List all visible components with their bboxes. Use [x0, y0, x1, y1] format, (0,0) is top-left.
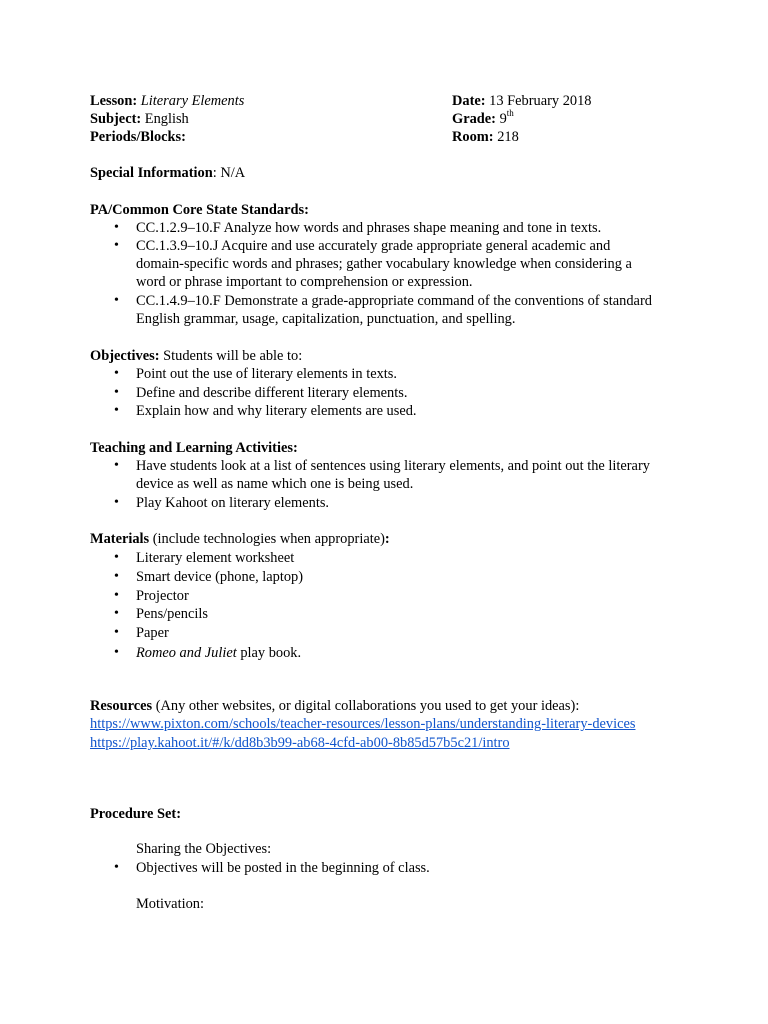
sharing-item: Objectives will be posted in the beginning of class.	[136, 860, 430, 876]
standard-item-3-line-2: English grammar, usage, capitalization, punctuation, and spelling.	[136, 311, 516, 327]
date-value: 13 February 2018	[489, 93, 592, 109]
bullet-glyph: •	[114, 293, 119, 308]
objectives-row	[90, 347, 302, 365]
sharing-objectives-label: Sharing the Objectives:	[136, 841, 272, 857]
material-item: Smart device (phone, laptop)	[136, 569, 304, 585]
bullet-glyph: •	[114, 550, 119, 565]
periods-label: Periods/Blocks:	[90, 129, 186, 145]
bullet-glyph: •	[114, 458, 119, 473]
procedure-heading: Procedure Set:	[90, 806, 181, 822]
materials-note: (include technologies when appropriate)	[149, 531, 385, 547]
room-value: 218	[497, 129, 519, 145]
bullet-glyph: •	[114, 569, 119, 584]
lesson-label: Lesson:	[90, 93, 138, 109]
book-rest: play book.	[236, 645, 302, 661]
resources-label: Resources	[90, 698, 153, 714]
subject-label: Subject:	[90, 111, 142, 127]
standard-item-2-line-2: domain-specific words and phrases; gather vocabulary knowledge when considering a	[136, 256, 632, 272]
materials-row	[90, 530, 390, 548]
subject-row	[90, 110, 189, 128]
bullet-glyph: •	[114, 860, 119, 875]
bullet-glyph: •	[114, 238, 119, 253]
bullet-glyph: •	[114, 606, 119, 621]
activity-item-1-line-1: Have students look at a list of sentences using literary elements, and point out the literary	[136, 458, 650, 474]
bullet-glyph: •	[114, 588, 119, 603]
subject-value: English	[144, 111, 189, 127]
grade-suffix: th	[506, 108, 514, 119]
lesson-row	[90, 92, 244, 110]
material-item: Pens/pencils	[136, 606, 208, 622]
resources-note: (Any other websites, or digital collaborations you used to get your ideas):	[152, 698, 580, 714]
date-label: Date:	[452, 93, 486, 109]
bullet-glyph: •	[114, 366, 119, 381]
objective-item: Explain how and why literary elements are used.	[136, 403, 417, 419]
book-title: Romeo and Juliet	[136, 645, 237, 661]
grade-value: 9	[499, 111, 507, 127]
material-item: Projector	[136, 588, 189, 604]
motivation-label: Motivation:	[136, 896, 204, 912]
resources-row	[90, 697, 579, 715]
material-item-book	[136, 644, 301, 662]
grade-row	[452, 110, 514, 128]
objectives-intro: Students will be able to:	[159, 348, 303, 364]
grade-label: Grade:	[452, 111, 496, 127]
special-info-value: : N/A	[212, 165, 246, 181]
room-label: Room:	[452, 129, 494, 145]
resource-link-pixton[interactable]: https://www.pixton.com/schools/teacher-resources/lesson-plans/understanding-literary-devices	[90, 716, 636, 732]
standards-heading: PA/Common Core State Standards:	[90, 202, 309, 218]
lesson-value: Literary Elements	[140, 93, 245, 109]
standard-item-2-line-3: word or phrase important to comprehension or expression.	[136, 274, 473, 290]
resource-link-kahoot[interactable]: https://play.kahoot.it/#/k/dd8b3b99-ab68-4cfd-ab00-8b85d57b5c21/intro	[90, 735, 510, 751]
standard-item-1-line-1: CC.1.2.9–10.F Analyze how words and phrases shape meaning and tone in texts.	[136, 220, 602, 236]
bullet-glyph: •	[114, 625, 119, 640]
material-item: Literary element worksheet	[136, 550, 295, 566]
bullet-glyph: •	[114, 220, 119, 235]
bullet-glyph: •	[114, 645, 119, 660]
bullet-glyph: •	[114, 403, 119, 418]
special-info-label: Special Information	[90, 165, 213, 181]
activities-heading: Teaching and Learning Activities:	[90, 440, 298, 456]
bullet-glyph: •	[114, 495, 119, 510]
materials-label: Materials	[90, 531, 150, 547]
materials-colon: :	[384, 531, 390, 547]
standard-item-2-line-1: CC.1.3.9–10.J Acquire and use accurately grade appropriate general academic and	[136, 238, 611, 254]
material-item: Paper	[136, 625, 169, 641]
objective-item: Define and describe different literary elements.	[136, 385, 408, 401]
room-row	[452, 128, 519, 146]
activity-item-2: Play Kahoot on literary elements.	[136, 495, 330, 511]
special-info-row	[90, 164, 245, 182]
periods-row	[90, 128, 186, 146]
standard-item-3-line-1: CC.1.4.9–10.F Demonstrate a grade-appropriate command of the conventions of standard	[136, 293, 652, 309]
date-row	[452, 92, 592, 110]
activity-item-1-line-2: device as well as name which one is being used.	[136, 476, 414, 492]
objectives-label: Objectives:	[90, 348, 160, 364]
bullet-glyph: •	[114, 385, 119, 400]
objective-item: Point out the use of literary elements in texts.	[136, 366, 397, 382]
